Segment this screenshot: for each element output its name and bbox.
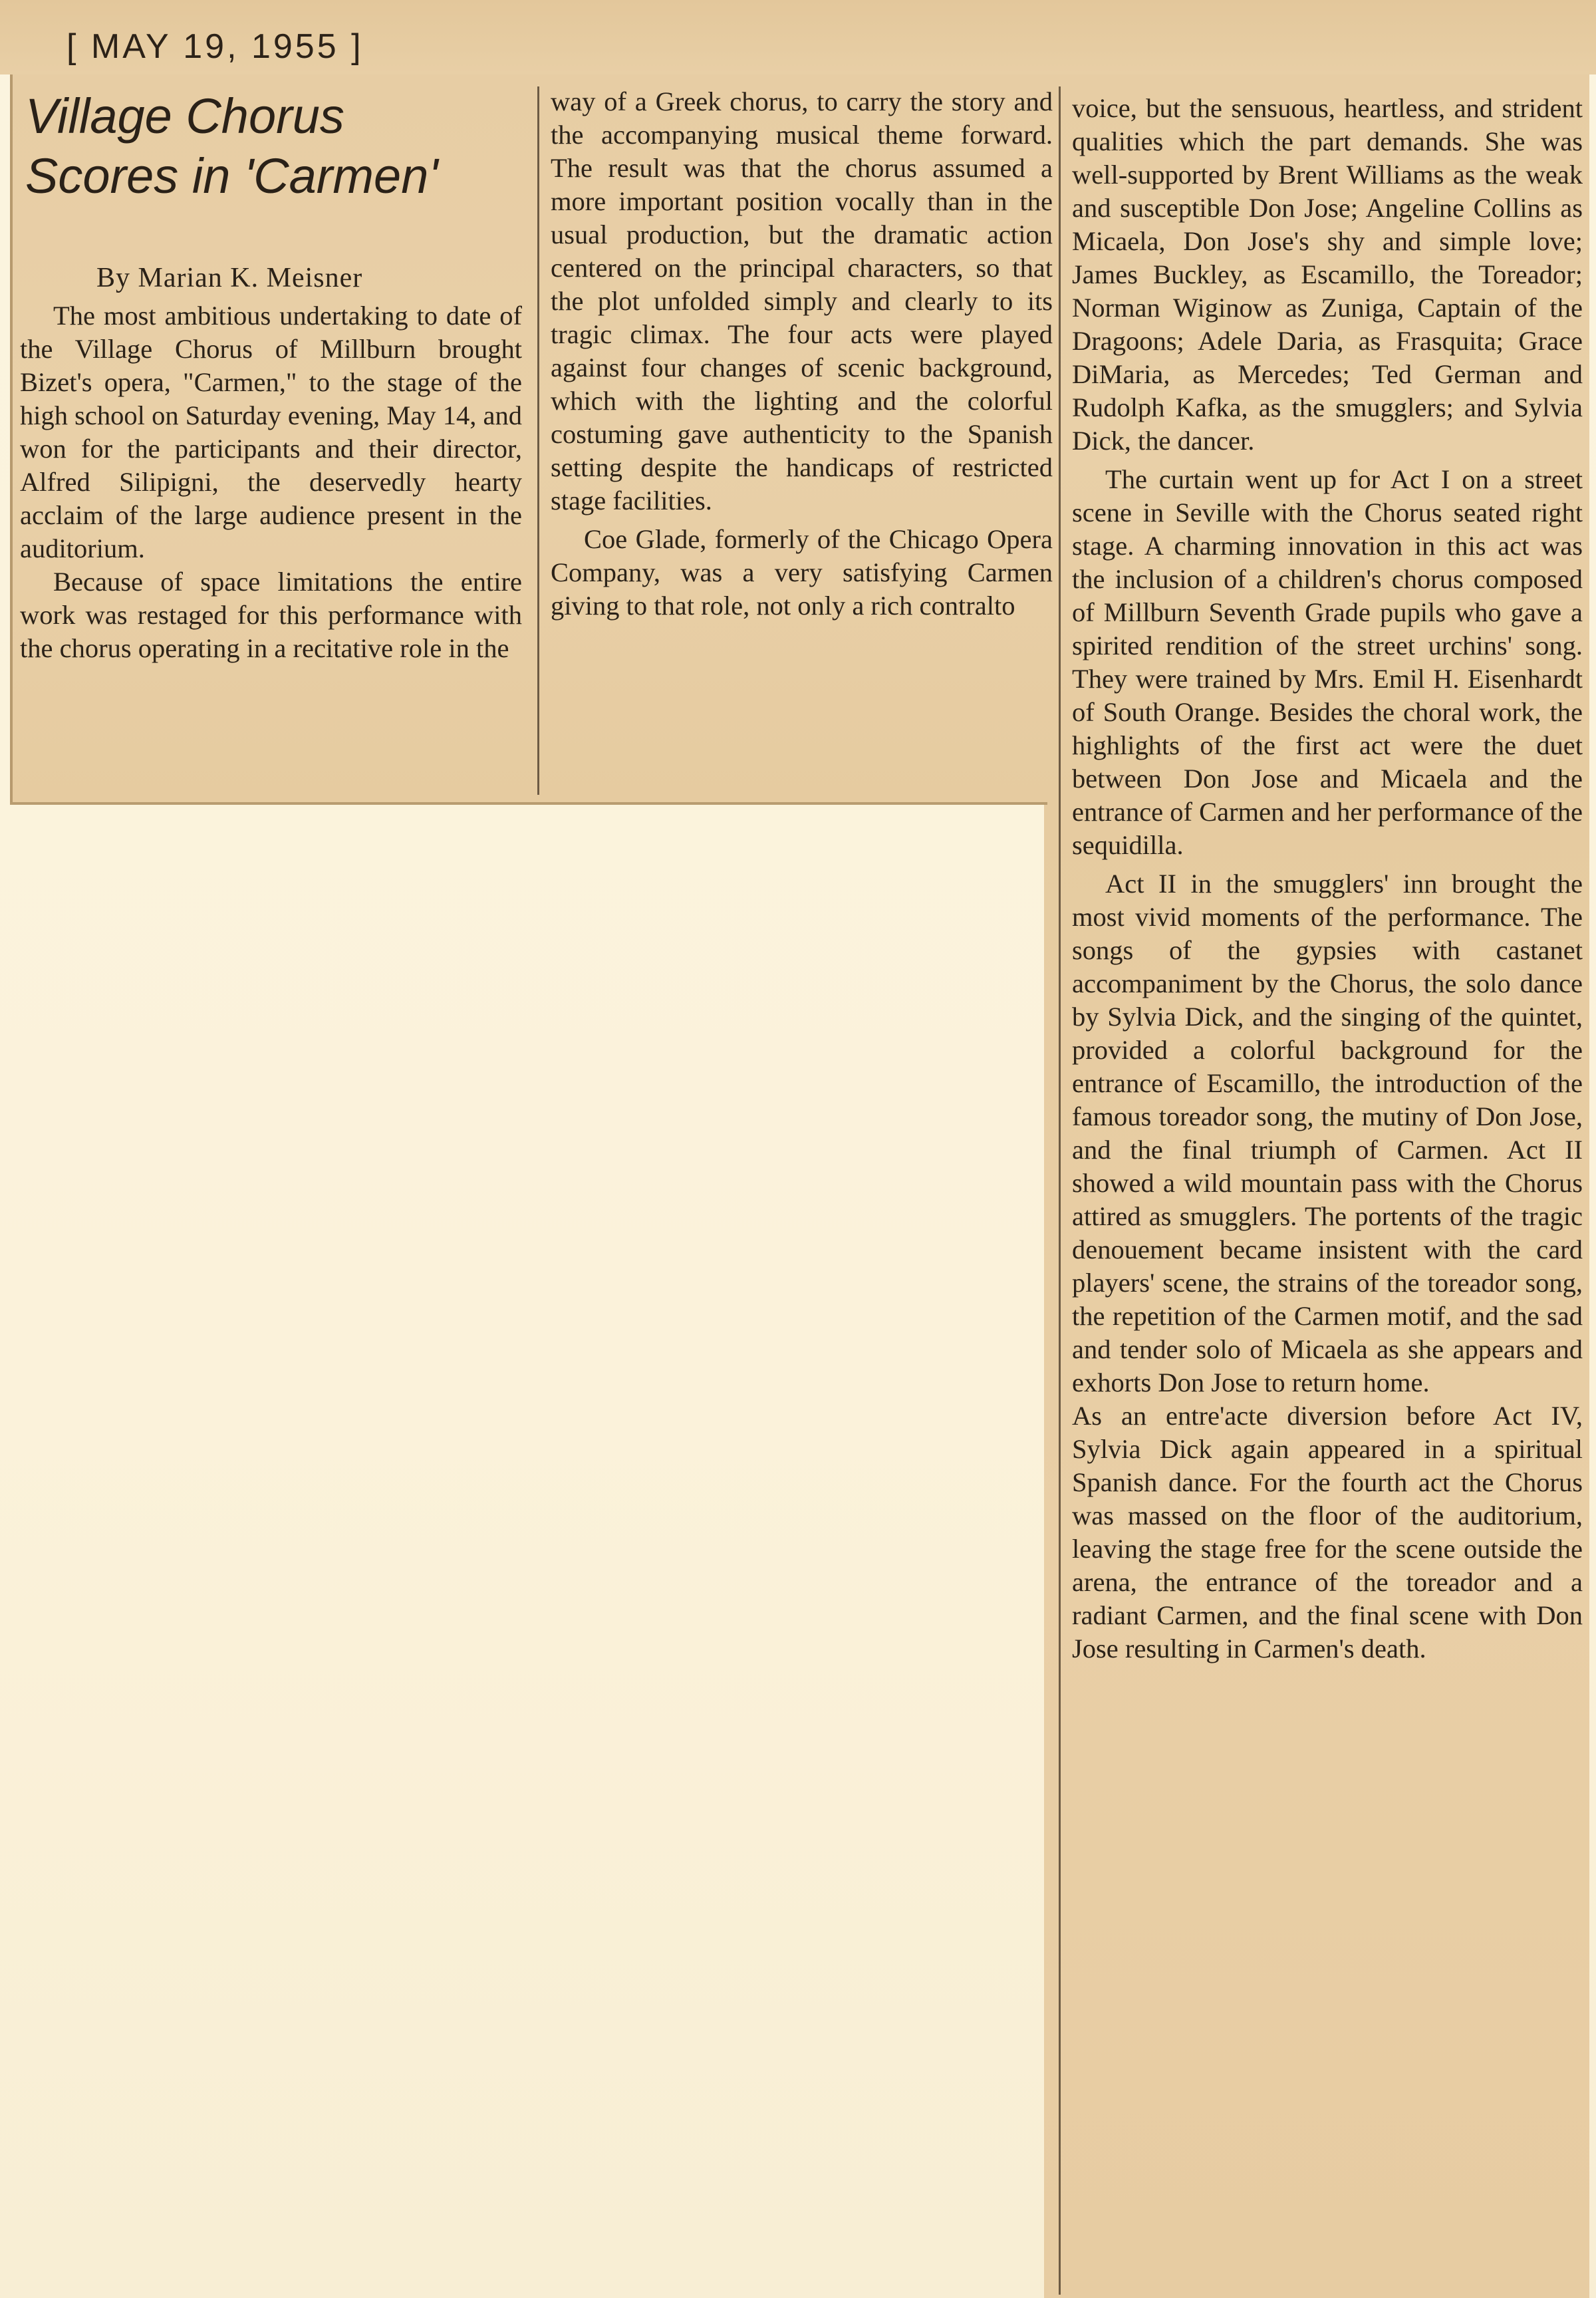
column-1-paragraph-1: The most ambitious undertaking to date of the Village Chorus of Millburn brought Bizet's opera, "Carmen," to the stage of the high school on Saturday evening, May 14, and won for the participants and their director, Alfred Silipigni, the deservedly hearty acclaim of the large audience present in the auditorium. — [20, 301, 522, 563]
column-3-paragraph-1: voice, but the sensuous, heartless, and strident qualities which the part demands. She was well-supported by Brent Williams as the weak and susceptible Don Jose; Angeline Collins as Micaela, Don Jose's shy and simple love; James Buckley, as Escamillo, the Toreador; Norman Wiginow as Zuniga, Captain of the Dragoons; Adele Daria, as Frasquita; Grace DiMaria, as Mercedes; Ted German and Rudolph Kafka, as the smugglers; and Sylvia Dick, the dancer. — [1072, 93, 1583, 456]
column-3-paragraph-4: As an entre'acte diversion before Act IV, Sylvia Dick again appeared in a spiritual Spanish dance. For the fourth act the Chorus was massed on the floor of the auditorium, leaving the stage free for the scene outside the arena, the entrance of the toreador and a radiant Carmen, and the final scene with Don Jose resulting in Carmen's death. — [1072, 1401, 1583, 1663]
column-3-paragraph-2: The curtain went up for Act I on a street scene in Seville with the Chorus seated right stage. A charming innovation in this act was the inclusion of a children's chorus composed of Millburn Seventh Grade pupils who gave a spirited rendition of the street urchins' song. They were trained by Mrs. Emil H. Eisenhardt of South Orange. Besides the choral work, the highlights of the first act were the duet between Don Jose and Micaela and the entrance of Carmen and her performance of the sequidilla. — [1072, 464, 1583, 860]
column-rule-1 — [537, 86, 539, 795]
clipping-bottom-edge — [10, 802, 1047, 805]
date-label: [ MAY 19, 1955 ] — [66, 27, 364, 66]
article-column-2 — [551, 85, 1053, 623]
clipping-left-edge — [10, 74, 13, 805]
column-2-paragraph-2: Coe Glade, formerly of the Chicago Opera Company, was a very satisfying Carmen giving to that role, not only a rich contralto — [551, 524, 1053, 621]
article-byline: By Marian K. Meisner — [96, 263, 363, 293]
headline-line-2: Scores in 'Carmen' — [25, 148, 438, 204]
headline-line-1: Village Chorus — [25, 88, 344, 144]
article-column-1 — [20, 299, 522, 665]
article-headline — [25, 86, 537, 206]
article-column-3 — [1072, 92, 1583, 1665]
column-rule-2 — [1059, 86, 1061, 2295]
column-1-paragraph-2: Because of space limitations the entire work was restaged for this performance with the chorus operating in a recitative role in the — [20, 567, 522, 663]
column-2-paragraph-1: way of a Greek chorus, to carry the story and the accompanying musical theme forward. The result was that the chorus assumed a more important position vocally than in the usual production, but the dramatic action centered on the principal characters, so that the plot unfolded simply and clearly to its tragic climax. The four acts were played against four changes of scenic background, which with the lighting and the colorful costuming gave authenticity to the Spanish setting despite the handicaps of restricted stage facilities. — [551, 86, 1053, 515]
column-3-paragraph-3: Act II in the smugglers' inn brought the most vivid moments of the performance. The songs of the gypsies with castanet accompaniment by the Chorus, the solo dance by Sylvia Dick, and the singing of the quintet, provided a colorful background for the entrance of Escamillo, the introduction of the famous toreador song, the mutiny of Don Jose, and the final triumph of Carmen. Act II showed a wild mountain pass with the Chorus attired as smugglers. The portents of the tragic denouement became insistent with the card players' scene, the strains of the toreador song, the repetition of the Carmen motif, and the sad and tender solo of Micaela as she appears and exhorts Don Jose to return home. — [1072, 869, 1583, 1397]
